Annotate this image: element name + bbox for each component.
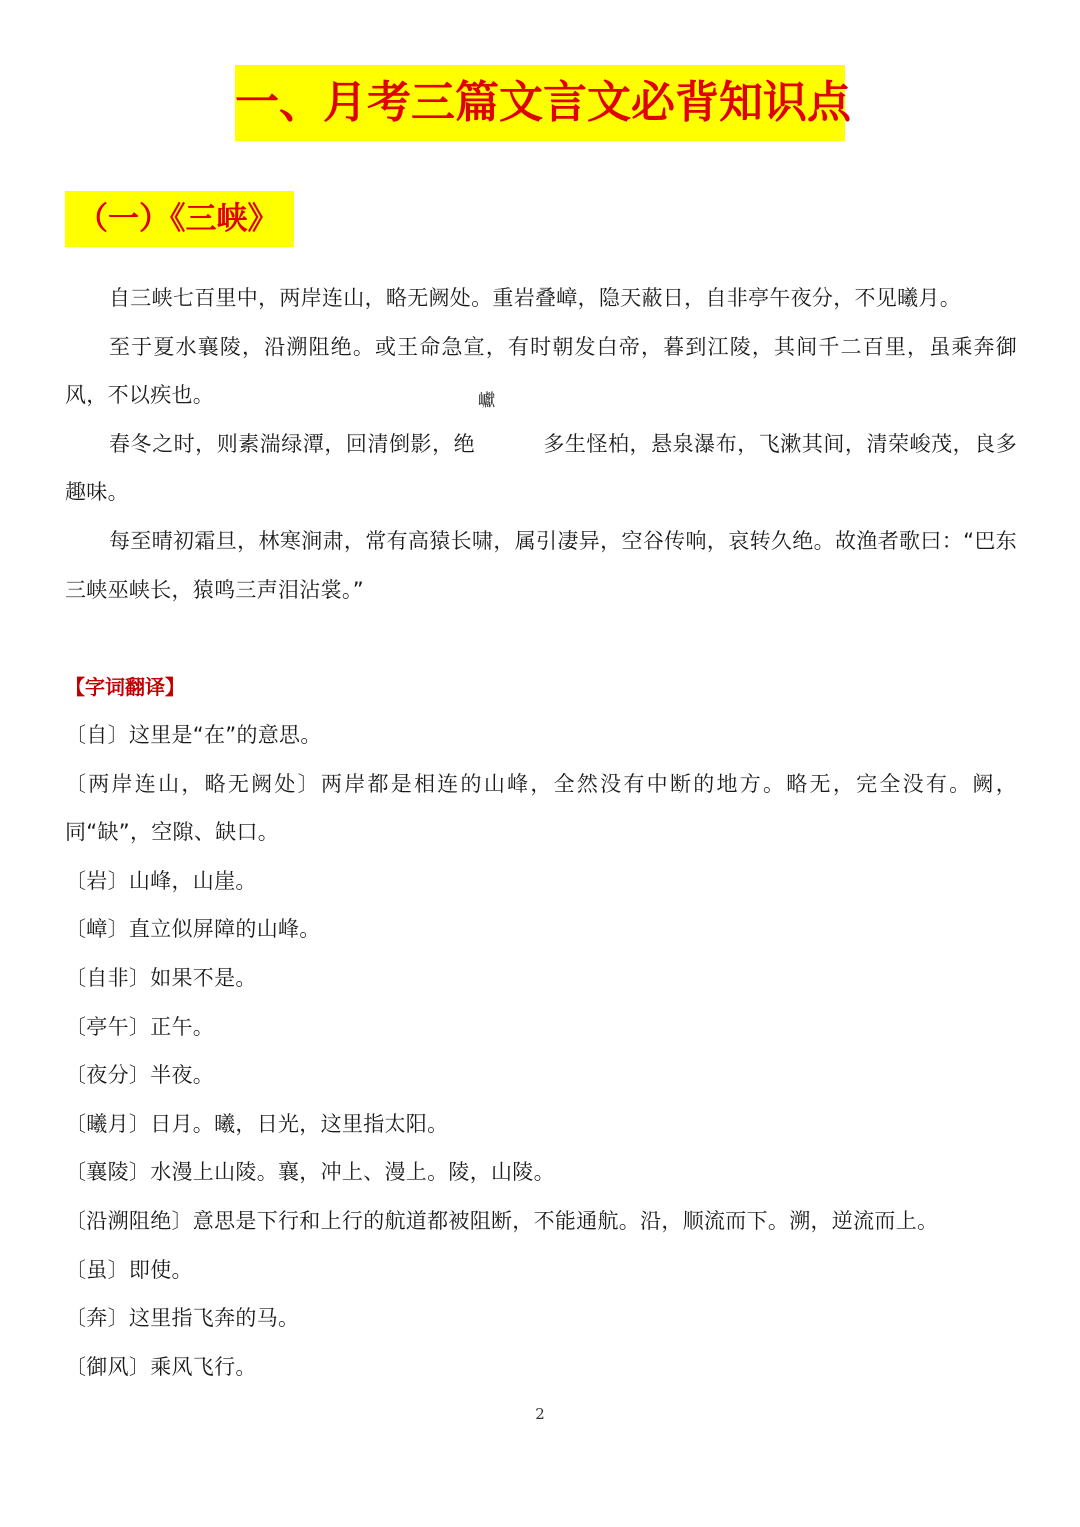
vocab-item: 〔御风〕乘风飞行。 xyxy=(65,1354,257,1379)
vocab-item: 〔虽〕即使。 xyxy=(65,1257,193,1282)
passage-text: 多生怪柏，悬泉瀑布，飞漱其间，清荣峻茂，良多趣味。 xyxy=(65,431,1017,505)
page-number: 2 xyxy=(535,1405,545,1423)
vocab-item: 〔两岸连山，略无阙处〕两岸都是相连的山峰，全然没有中断的地方。略无，完全没有。阙，同“缺”，空隙、缺口。 xyxy=(65,771,1017,845)
passage-paragraph: 至于夏水襄陵，沿溯阻绝。或王命急宣，有时朝发白帝，暮到江陵，其间千二百里，虽乘奔御风，不以疾也。 xyxy=(65,334,1017,408)
passage-paragraph: 自三峡七百里中，两岸连山，略无阙处。重岩叠嶂，隐天蔽日，自非亭午夜分，不见曦月。 xyxy=(109,286,961,310)
passage-paragraph xyxy=(65,390,1017,517)
vocab-item: 〔自〕这里是“在”的意思。 xyxy=(65,723,322,747)
vocab-item: 〔襄陵〕水漫上山陵。襄，冲上、漫上。陵，山陵。 xyxy=(65,1160,555,1185)
annotation-character: 巘 xyxy=(478,390,496,411)
vocab-item: 〔曦月〕日月。曦，日光，这里指太阳。 xyxy=(65,1111,449,1136)
passage-paragraph: 每至晴初霜旦，林寒涧肃，常有高猿长啸，属引凄异，空谷传响，哀转久绝。故渔者歌曰：“巴东三峡巫峡长，猿鸣三声泪沾裳。” xyxy=(65,528,1017,602)
main-title: 一、月考三篇文言文必背知识点 xyxy=(235,65,845,141)
vocab-item: 〔奔〕这里指飞奔的马。 xyxy=(65,1306,300,1331)
vocab-item: 〔亭午〕正午。 xyxy=(65,1014,215,1039)
vocab-item: 〔夜分〕半夜。 xyxy=(65,1063,215,1088)
vocab-heading: 【字词翻译】 xyxy=(65,675,185,699)
vocab-item: 〔岩〕山峰，山崖。 xyxy=(65,868,257,893)
vocab-list xyxy=(65,711,1017,1391)
annotation-anchor xyxy=(475,390,543,469)
vocab-item: 〔自非〕如果不是。 xyxy=(65,965,257,990)
passage-text: 春冬之时，则素湍绿潭，回清倒影，绝 xyxy=(109,431,476,456)
vocab-item: 〔嶂〕直立似屏障的山峰。 xyxy=(65,917,321,942)
section-title: （一）《三峡》 xyxy=(65,191,294,247)
vocab-item: 〔沿溯阻绝〕意思是下行和上行的航道都被阻断，不能通航。沿，顺流而下。溯，逆流而上。 xyxy=(65,1208,939,1233)
passage xyxy=(65,274,1017,614)
